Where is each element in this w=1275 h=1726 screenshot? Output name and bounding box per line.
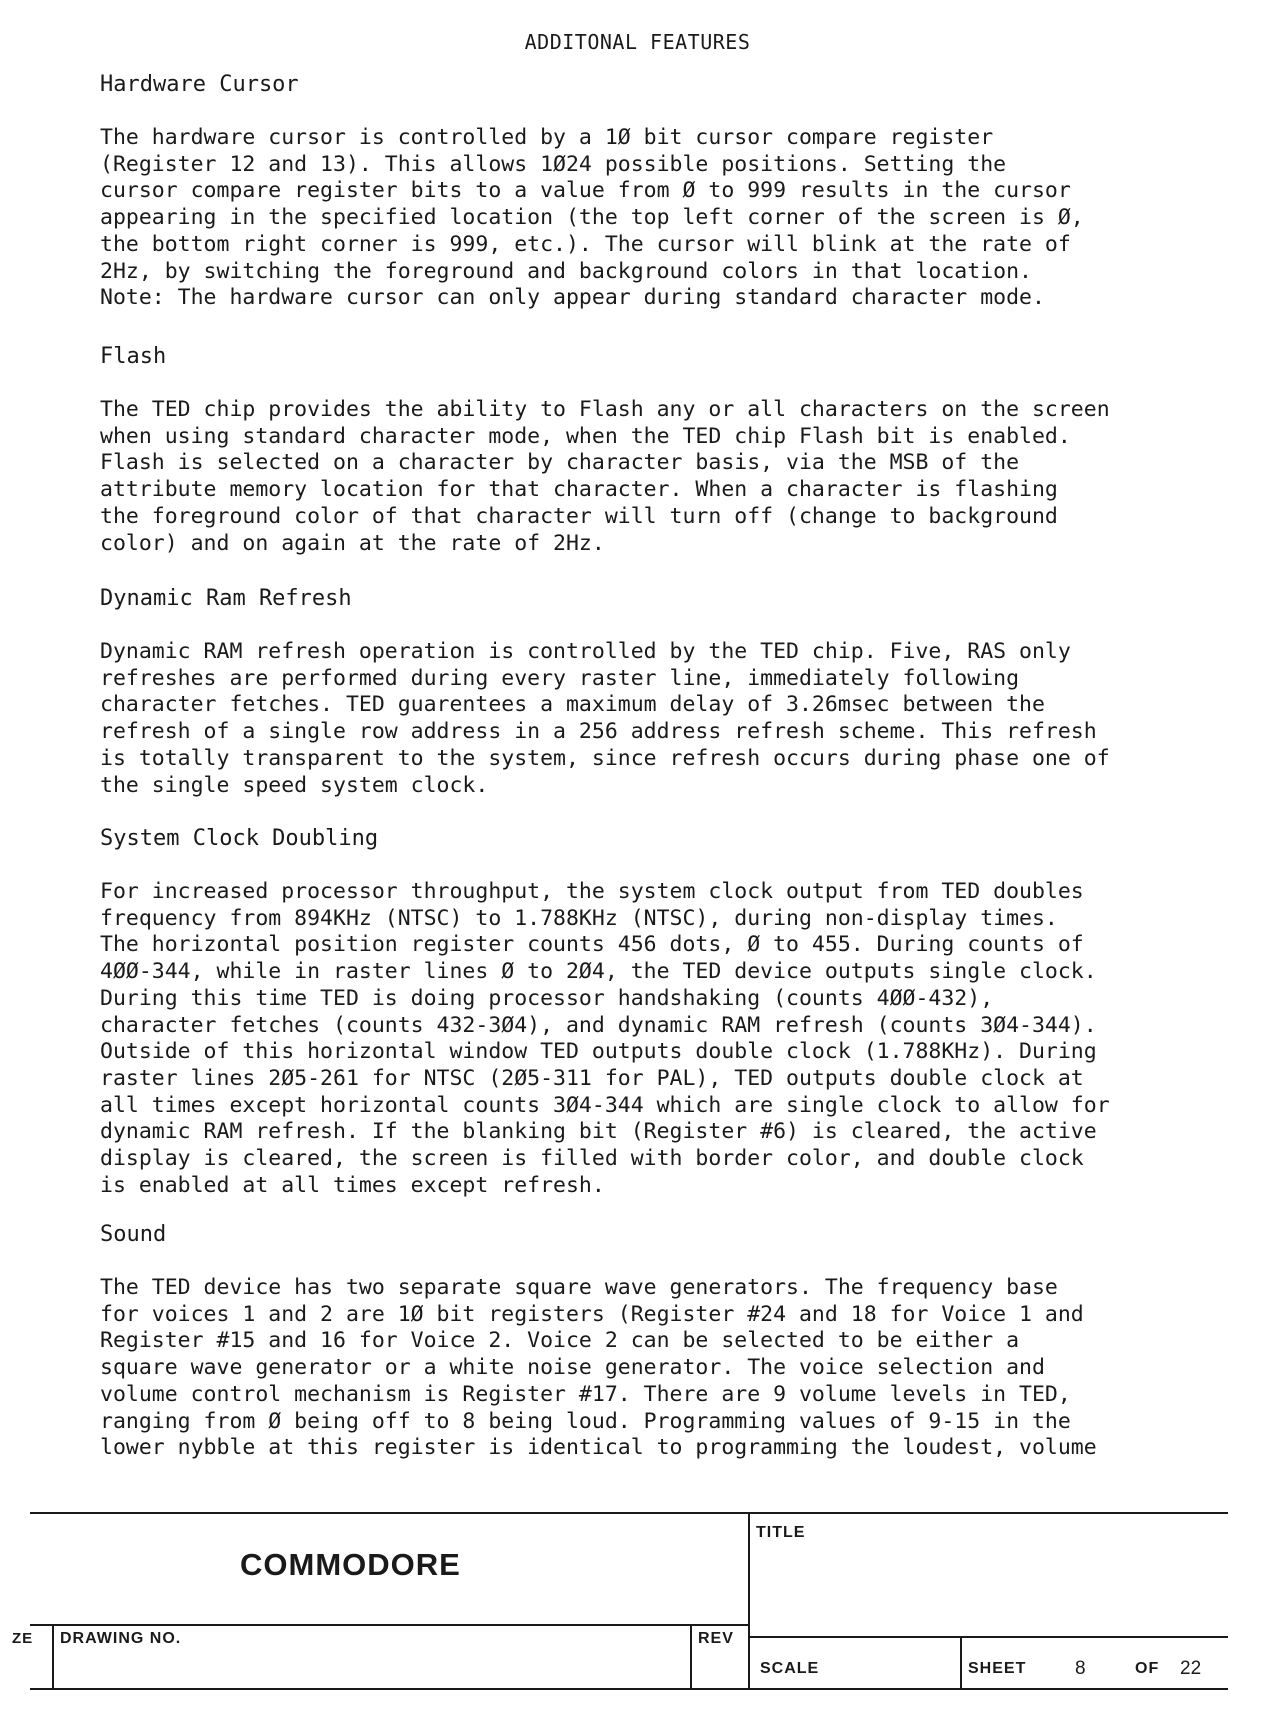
sheet-label: SHEET (968, 1660, 1027, 1677)
title-label: TITLE (756, 1524, 806, 1541)
section-heading: Hardware Cursor (100, 72, 299, 97)
document-title: ADDITONAL FEATURES (524, 30, 751, 54)
section-body: Dynamic RAM refresh operation is controlled by the TED chip. Five, RAS only refreshes are performed during every raster line, immediately following character fetches. TED guarentees a maximum delay of 3.26msec between the refresh of a single row address in a 256 address refresh scheme. This refresh is totally transparent to the system, since refresh occurs during phase one of the single speed system clock. (100, 639, 1110, 798)
section-heading: System Clock Doubling (100, 826, 379, 851)
title-block-top-rule (30, 1512, 1228, 1514)
title-block-scale-rule (748, 1636, 1228, 1638)
title-block-rev-divider (690, 1624, 692, 1690)
section-dynamic-ram-refresh (100, 586, 1140, 799)
title-block-mid-rule (30, 1624, 748, 1626)
drawing-number-label: DRAWING NO. (60, 1630, 182, 1647)
section-heading: Dynamic Ram Refresh (100, 586, 352, 611)
section-flash (100, 344, 1140, 557)
of-label: OF (1135, 1660, 1160, 1677)
title-block-bottom-rule (30, 1688, 1228, 1690)
company-name: COMMODORE (240, 1547, 461, 1582)
section-body: The hardware cursor is controlled by a 1Ø bit cursor compare register (Register 12 and 13). This allows 1Ø24 possible positions. Setting the cursor compare register bits to a value from Ø to 999 results in the cursor appearing in the specified location (the top left corner of the screen is Ø, the bottom right corner is 999, etc.). The cursor will blink at the rate of 2Hz, by switching the foreground and background colors in that location. Note: The hardware cursor can only appear during standard character mode. (100, 125, 1084, 311)
section-system-clock-doubling (100, 826, 1140, 1199)
section-heading: Flash (100, 344, 167, 369)
sheet-number: 8 (1075, 1658, 1086, 1679)
title-block-sheet-divider (960, 1636, 962, 1690)
section-sound (100, 1222, 1140, 1462)
section-body: The TED device has two separate square wave generators. The frequency base for voices 1 and 2 are 1Ø bit registers (Register #24 and 18 for Voice 1 and Register #15 and 16 for Voice 2. Voice 2 can be selected to be either a square wave generator or a white noise generator. The voice selection and volume control mechanism is Register #17. There are 9 volume levels in TED, ranging from Ø being off to 8 being loud. Programming values of 9-15 in the lower nybble at this register is identical to programming the loudest, volume (100, 1275, 1097, 1461)
size-label: ZE (12, 1630, 34, 1647)
scale-label: SCALE (760, 1660, 820, 1677)
title-block-divider (748, 1512, 750, 1690)
title-block (12, 1512, 1228, 1692)
title-block-size-divider (52, 1624, 54, 1690)
total-sheets: 22 (1180, 1658, 1202, 1679)
section-hardware-cursor (100, 72, 1140, 312)
section-body: For increased processor throughput, the system clock output from TED doubles frequency from 894KHz (NTSC) to 1.788KHz (NTSC), during non-display times. The horizontal position register counts 456 dots, Ø to 455. During counts of 4ØØ-344, while in raster lines Ø to 2Ø4, the TED device outputs single clock. During this time TED is doing processor handshaking (counts 4ØØ-432), character fetches (counts 432-3Ø4), and dynamic RAM refresh (counts 3Ø4-344). Outside of this horizontal window TED outputs double clock (1.788KHz). During raster lines 2Ø5-261 for NTSC (2Ø5-311 for PAL), TED outputs double clock at all times except horizontal counts 3Ø4-344 which are single clock to allow for dynamic RAM refresh. If the blanking bit (Register #6) is cleared, the active display is cleared, the screen is filled with border color, and double clock is enabled at all times except refresh. (100, 879, 1110, 1198)
revision-label: REV (698, 1630, 734, 1647)
section-heading: Sound (100, 1222, 167, 1247)
section-body: The TED chip provides the ability to Flash any or all characters on the screen when using standard character mode, when the TED chip Flash bit is enabled. Flash is selected on a character by character basis, via the MSB of the attribute memory location for that character. When a character is flashing the foreground color of that character will turn off (change to background color) and on again at the rate of 2Hz. (100, 397, 1110, 556)
